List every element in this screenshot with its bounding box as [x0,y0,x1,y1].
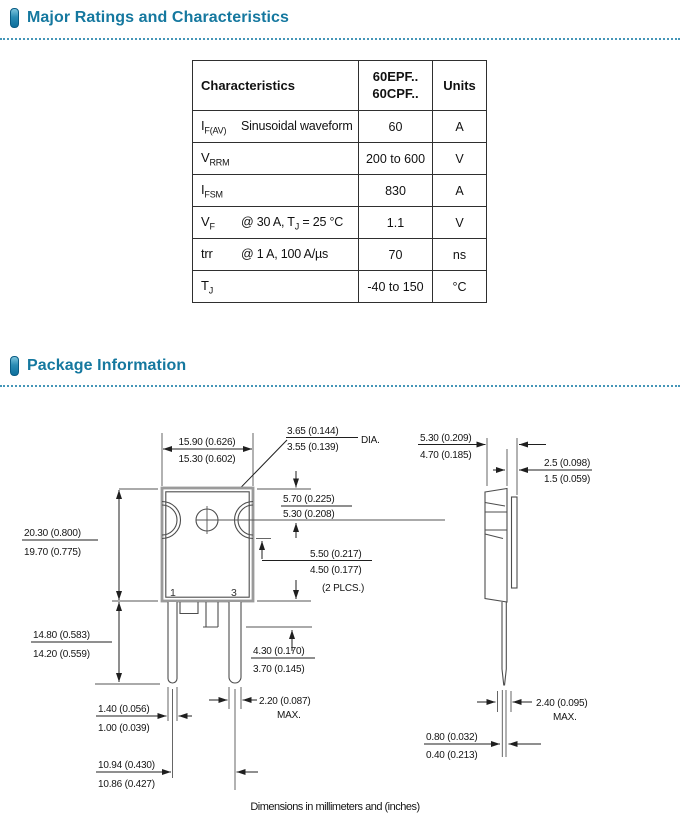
max-label: MAX. [553,712,577,723]
front-view [22,426,445,790]
pin1-label: 1 [170,587,176,599]
dim-pitch-max: 10.94 (0.430) [98,760,155,771]
symbol [201,278,241,296]
table-row [193,207,487,239]
value-cell: 1.1 [359,207,433,239]
max-label: MAX. [277,710,301,721]
ratings-section-title: Major Ratings and Characteristics [27,9,290,26]
dim-notch-min: 4.50 (0.177) [310,565,362,576]
symbol-sub: J [208,285,214,296]
symbol-sub: F(AV) [204,125,227,136]
dim-stub-min: 3.70 (0.145) [253,664,305,675]
symbol [201,118,241,136]
dim-lead-t-max: 0.80 (0.032) [426,732,478,743]
condition-pre: Sinusoidal waveform [241,118,353,133]
table-row [193,143,487,175]
col-header-units: Units [433,61,487,111]
dim-tab-min: 1.5 (0.059) [544,474,591,485]
symbol-base: trr [201,245,213,261]
part-number-line2: 60CPF.. [372,85,419,101]
section-divider [0,385,680,387]
symbol-sub: RRM [209,157,230,168]
symbol [201,150,241,168]
value-cell: -40 to 150 [359,271,433,303]
symbol-base: V [201,213,210,229]
dim-lead-w-max: 1.40 (0.056) [98,704,150,715]
symbol-sub: F [209,221,215,232]
dim-hole-offset-max: 5.70 (0.225) [283,494,335,505]
unit-cell: A [433,175,487,207]
value-cell: 200 to 600 [359,143,433,175]
unit-cell: °C [433,271,487,303]
symbol-base: I [201,181,205,197]
table-row [193,271,487,303]
pin3-label: 3 [231,587,237,599]
symbol [201,214,241,232]
section-divider [0,38,680,40]
col-header-part [359,61,433,111]
dim-depth-max: 5.30 (0.209) [420,433,472,444]
dim-side-lead-w: 2.40 (0.095) [536,698,588,709]
dim-depth-min: 4.70 (0.185) [420,450,472,461]
table-row [193,239,487,271]
dim-lead-w-min: 1.00 (0.039) [98,723,150,734]
dim-notch-max: 5.50 (0.217) [310,549,362,560]
symbol-base: V [201,149,210,165]
condition-pre: @ 30 A, T [241,214,295,229]
dim-body-width-max: 15.90 (0.626) [178,437,236,448]
dim-hole-dia-max: 3.65 (0.144) [287,426,339,437]
dim-notch-note: (2 PLCS.) [322,583,365,594]
dim-lead2-w: 2.20 (0.087) [259,696,311,707]
drawing-caption: Dimensions in millimeters and (inches) [250,801,420,813]
dim-height-min: 19.70 (0.775) [24,547,81,558]
condition [241,247,328,261]
condition [241,214,344,232]
symbol [201,246,241,264]
condition [241,119,353,133]
package-section-title: Package Information [27,357,187,374]
dia-label: DIA. [361,435,380,446]
dim-hole-offset-min: 5.30 (0.208) [283,509,335,520]
characteristic-cell [193,143,359,175]
part-number-line1: 60EPF.. [372,69,419,85]
dim-pitch-min: 10.86 (0.427) [98,779,155,790]
table-row [193,175,487,207]
unit-cell: A [433,111,487,143]
dim-stub-max: 4.30 (0.170) [253,646,305,657]
characteristic-cell [193,111,359,143]
dim-lead-len-max: 14.80 (0.583) [33,630,90,641]
dim-hole-dia-min: 3.55 (0.139) [287,442,339,453]
ratings-table [192,60,487,303]
value-cell: 70 [359,239,433,271]
characteristic-cell [193,239,359,271]
characteristic-cell [193,175,359,207]
dim-lead-len-min: 14.20 (0.559) [33,649,90,660]
col-header-characteristics: Characteristics [193,61,359,111]
symbol-base: T [201,277,209,293]
characteristic-cell [193,271,359,303]
unit-cell: V [433,143,487,175]
condition-post: = 25 °C [299,214,344,229]
condition-pre: @ 1 A, 100 A/µs [241,246,329,261]
dim-body-width-min: 15.30 (0.602) [178,454,236,465]
value-cell: 60 [359,111,433,143]
symbol-sub: FSM [204,189,223,200]
section-bullet-icon [10,8,19,28]
characteristic-cell [193,207,359,239]
symbol [201,182,241,200]
side-view [418,433,592,761]
dim-tab-max: 2.5 (0.098) [544,458,591,469]
dim-lead-t-min: 0.40 (0.213) [426,750,478,761]
symbol-base: I [201,117,205,133]
unit-cell: ns [433,239,487,271]
package-drawing [0,395,680,828]
dim-height-max: 20.30 (0.800) [24,528,81,539]
unit-cell: V [433,207,487,239]
package-section-header [0,356,680,376]
table-row [193,111,487,143]
table-header-row [193,61,487,111]
ratings-section-header [0,8,680,28]
condition-sub: J [294,221,300,232]
value-cell: 830 [359,175,433,207]
section-bullet-icon [10,356,19,376]
